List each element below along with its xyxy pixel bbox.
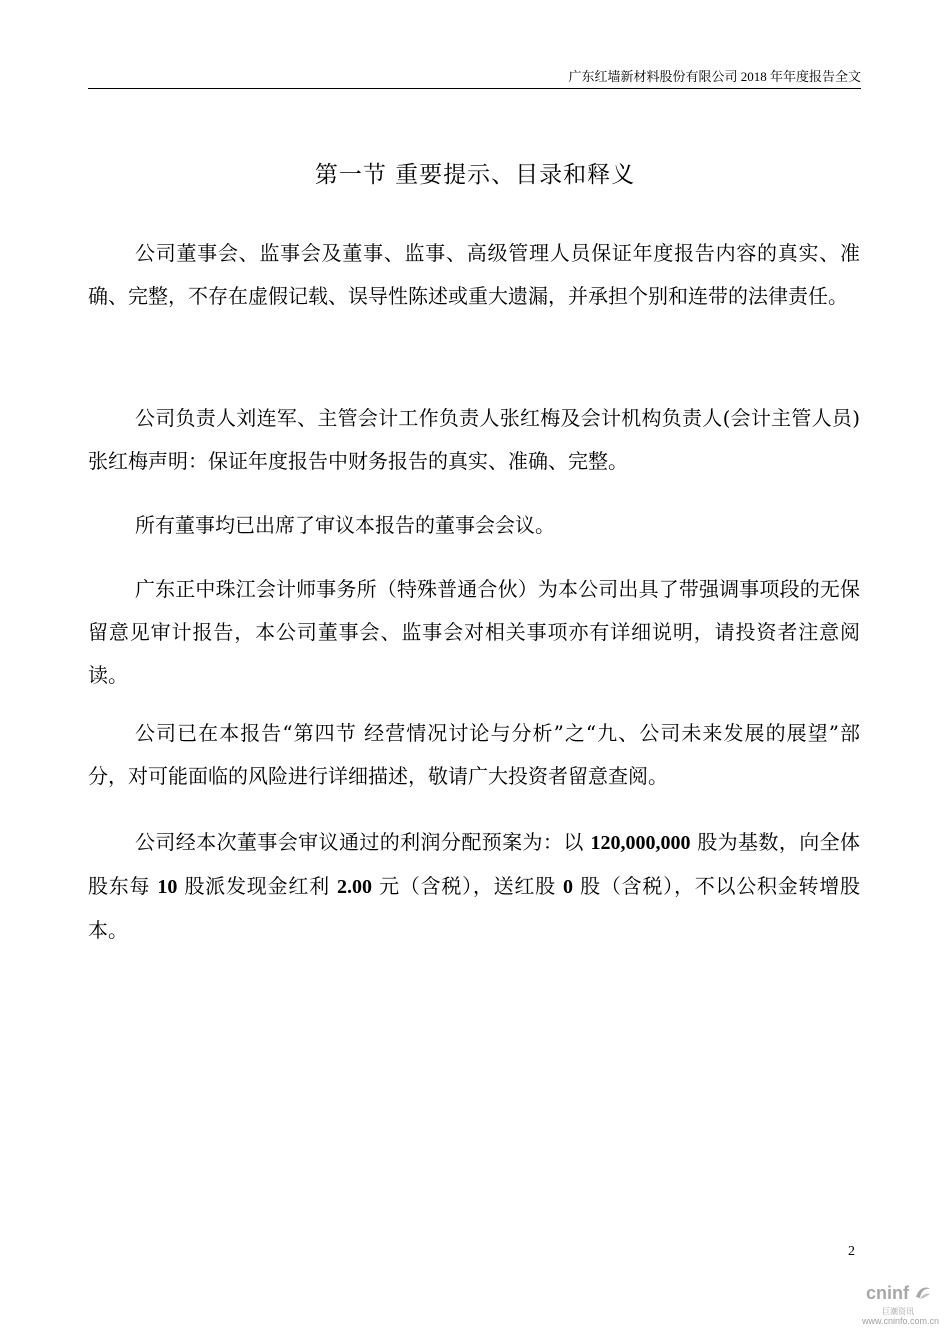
watermark-logo-text: cninf bbox=[866, 1283, 909, 1303]
profit-text-1: 公司经本次董事会审议通过的利润分配预案为：以 bbox=[135, 830, 591, 854]
cninfo-swoosh-icon bbox=[914, 1285, 932, 1301]
profit-bonus-shares: 0 bbox=[563, 876, 574, 898]
section-title: 第一节 重要提示、目录和释义 bbox=[314, 162, 636, 188]
paragraph-board-guarantee: 公司董事会、监事会及董事、监事、高级管理人员保证年度报告内容的真实、准确、完整，不存在虚假记载、误导性陈述或重大遗漏，并承担个别和连带的法律责任。 bbox=[88, 241, 860, 308]
profit-text-5: 股（含税），不以公积金转增股本。 bbox=[88, 874, 861, 942]
page-number: 2 bbox=[848, 1244, 855, 1259]
profit-text-2: 股为基数，向全体股东每 bbox=[88, 830, 861, 898]
paragraph-profit-distribution bbox=[88, 821, 860, 952]
profit-text-4: 元（含税），送红股 bbox=[371, 874, 564, 898]
header-title: 广东红墙新材料股份有限公司 2018 年年度报告全文 bbox=[568, 69, 861, 84]
profit-share-base: 120,000,000 bbox=[590, 832, 691, 854]
paragraph-risk-notice: 公司已在本报告“第四节 经营情况讨论与分析”之“九、公司未来发展的展望”部分，对可能面临的风险进行详细描述，敬请广大投资者留意查阅。 bbox=[88, 721, 860, 788]
watermark-cn-text: 巨潮资讯 bbox=[882, 1307, 914, 1316]
profit-per-shares: 10 bbox=[157, 876, 178, 898]
paragraph-directors-attendance: 所有董事均已出席了审议本报告的董事会会议。 bbox=[135, 513, 555, 537]
page-header bbox=[88, 62, 861, 89]
paragraph-audit-opinion: 广东正中珠江会计师事务所（特殊普通合伙）为本公司出具了带强调事项段的无保留意见审计报告，本公司董事会、监事会对相关事项亦有详细说明，请投资者注意阅读。 bbox=[88, 577, 860, 687]
paragraph-responsible-persons: 公司负责人刘连军、主管会计工作负责人张红梅及会计机构负责人(会计主管人员)张红梅声明：保证年度报告中财务报告的真实、准确、完整。 bbox=[88, 406, 860, 473]
watermark-url: www.cninfo.com.cn bbox=[862, 1316, 940, 1326]
profit-cash-dividend: 2.00 bbox=[336, 876, 372, 898]
profit-text-3: 股派发现金红利 bbox=[177, 874, 337, 898]
cninfo-watermark bbox=[862, 1283, 942, 1331]
